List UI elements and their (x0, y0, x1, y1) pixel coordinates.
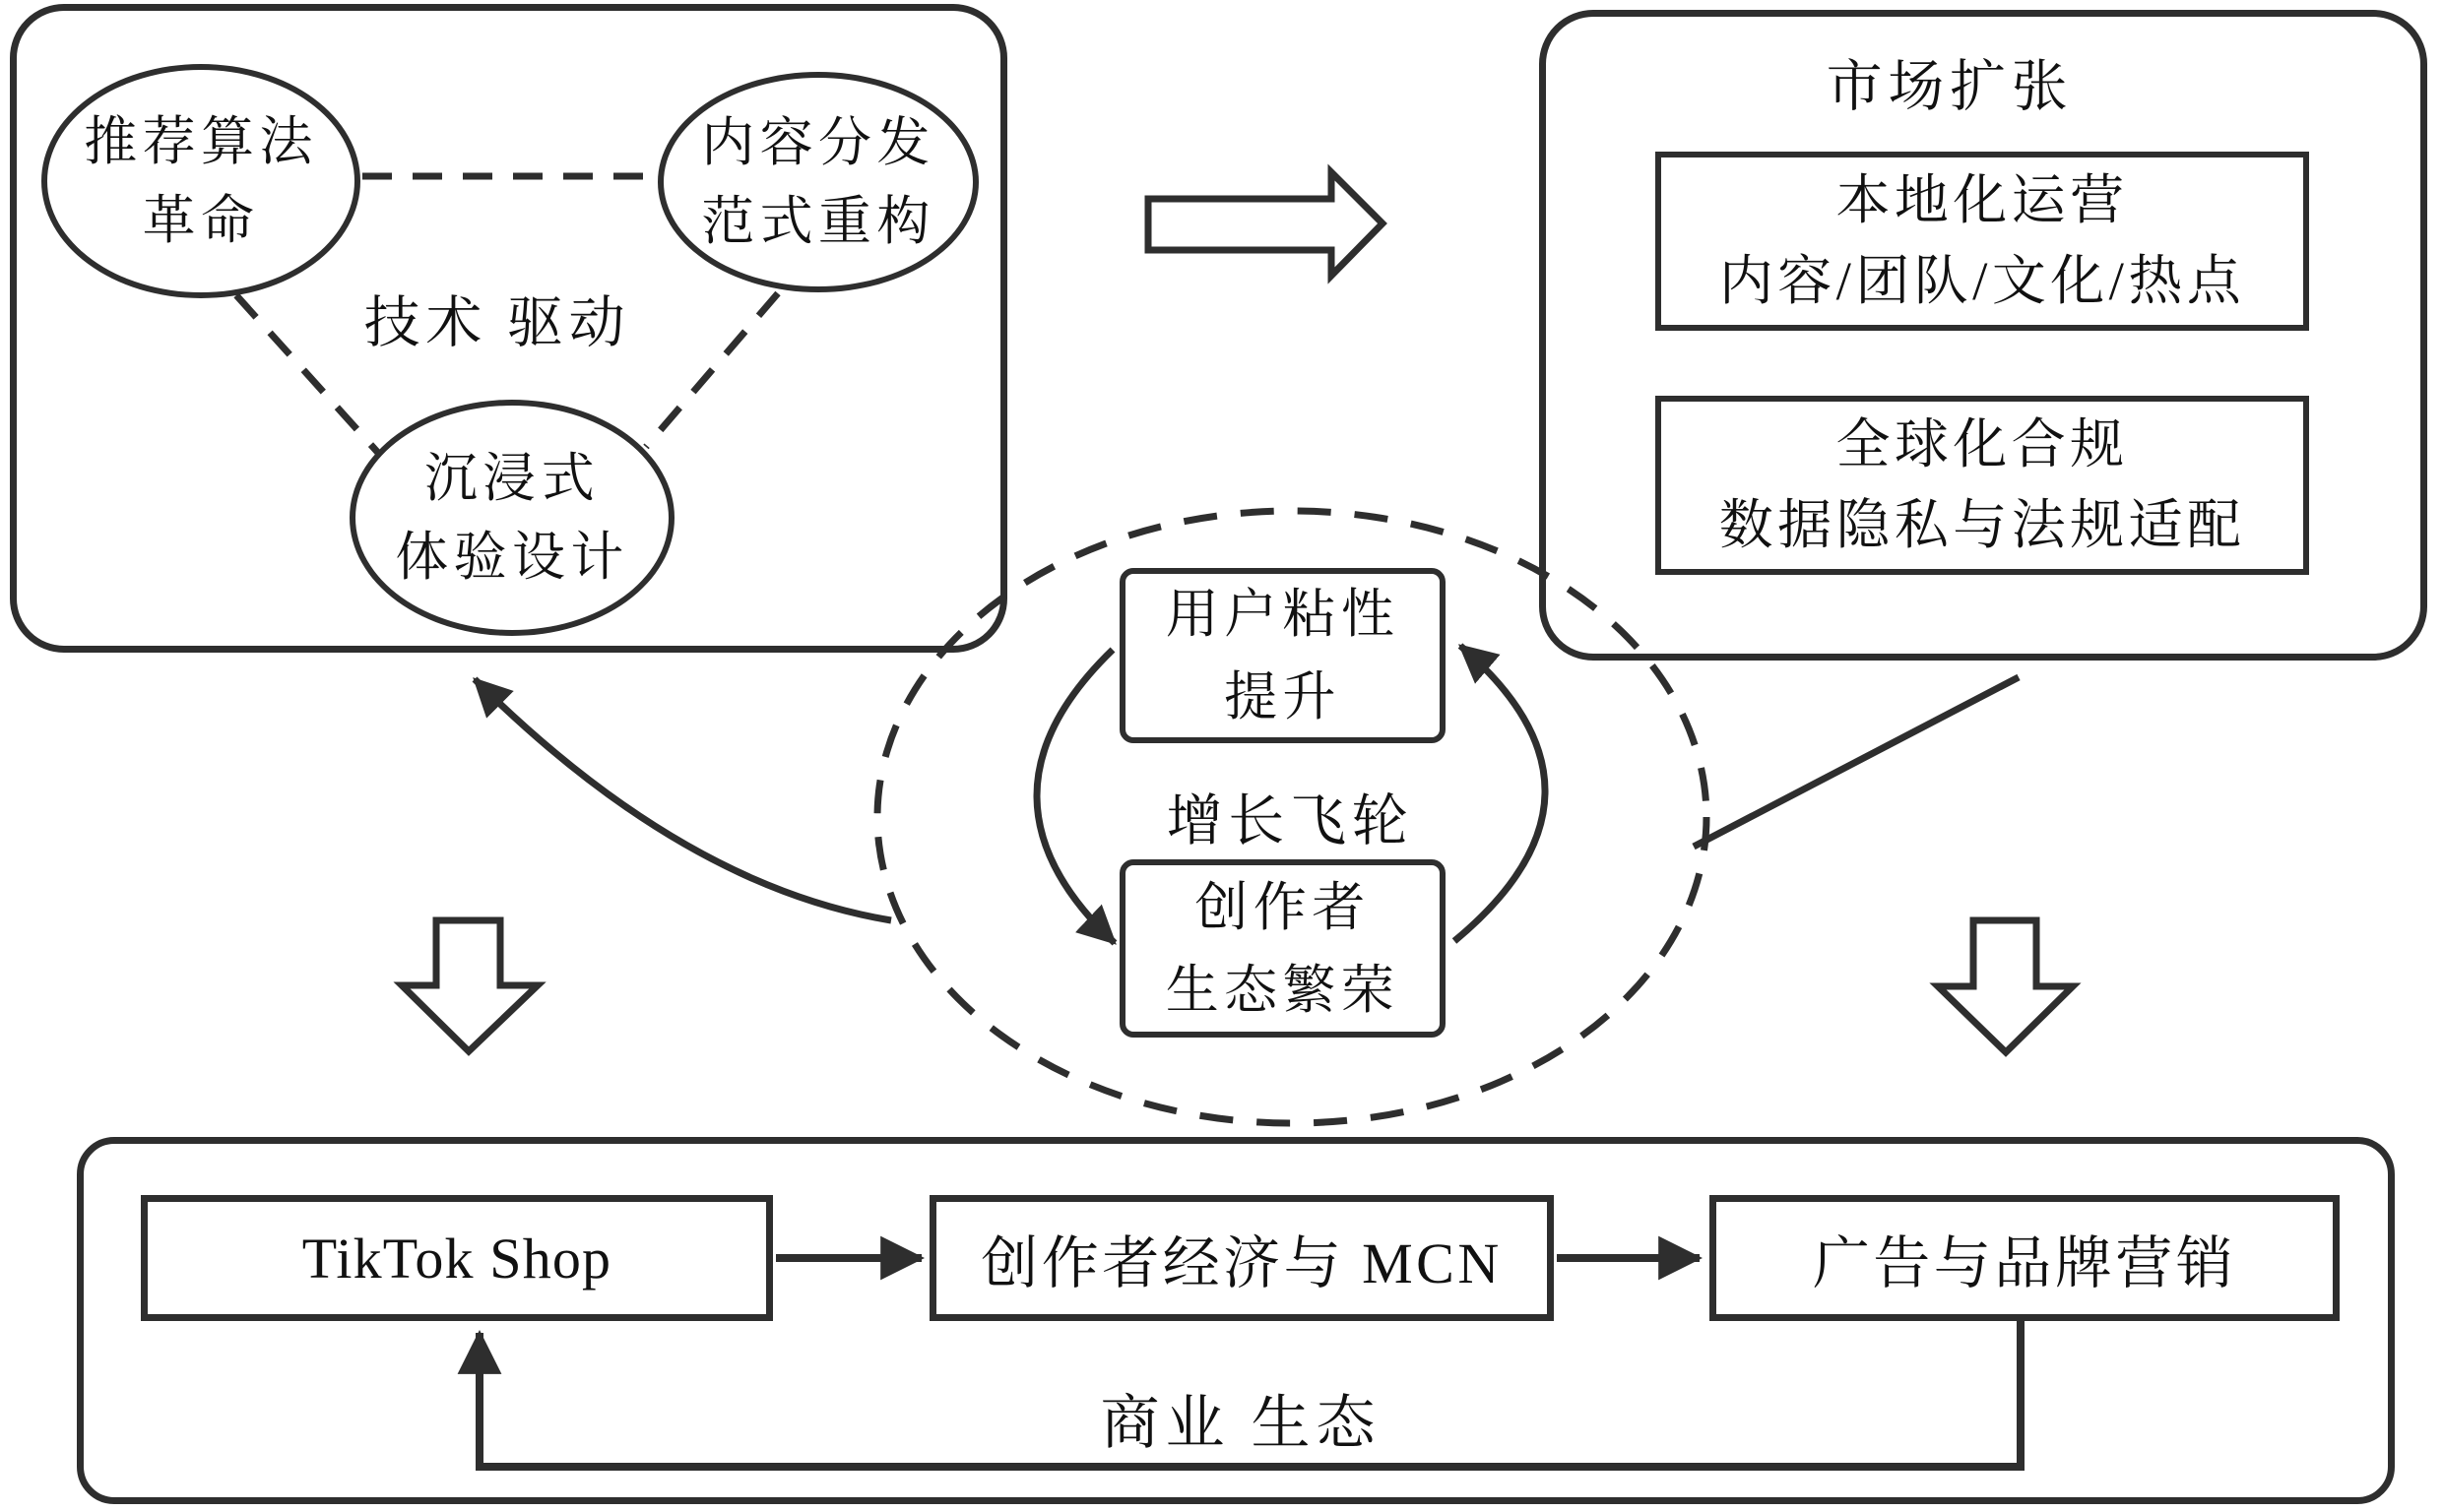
flywheel-to-tech-arrow (475, 679, 891, 920)
box-tiktok-shop: TikTok Shop (141, 1195, 773, 1321)
ellipse-recommendation-line2: 革命 (142, 191, 260, 250)
ellipse-immersive-line1: 沉浸式 (423, 449, 601, 508)
ellipse-recommendation-algorithm (41, 64, 360, 298)
user-stickiness-line1: 用户粘性 (1165, 585, 1400, 644)
market-box-compliance (1655, 396, 2309, 575)
market-box-localization (1655, 152, 2309, 331)
ellipse-recommendation-line1: 推荐算法 (84, 112, 318, 171)
flywheel-label: 增长飞轮 (1166, 790, 1414, 852)
block-arrow-down-left-icon (402, 920, 538, 1051)
flywheel-box-creator-ecosystem (1120, 859, 1446, 1038)
flywheel-box-user-stickiness (1120, 568, 1446, 743)
localization-line1: 本地化运营 (1835, 170, 2129, 230)
ellipse-distribution-line2: 范式重构 (701, 192, 935, 251)
market-panel-title: 市场扩张 (1826, 56, 2074, 118)
ellipse-immersive-experience (350, 400, 675, 636)
box-creator-economy-mcn: 创作者经济与 MCN (930, 1195, 1554, 1321)
block-arrow-right-icon (1148, 172, 1382, 276)
compliance-line2: 数据隐私与法规适配 (1718, 495, 2246, 555)
user-stickiness-line2: 提升 (1224, 667, 1341, 726)
box-ads-brand-marketing: 广告与品牌营销 (1709, 1195, 2340, 1321)
tech-cluster-label: 技术 驱动 (363, 292, 631, 354)
creator-ecosystem-line2: 生态繁荣 (1165, 960, 1400, 1020)
market-to-flywheel-line (1694, 677, 2019, 847)
ellipse-immersive-line2: 体验设计 (395, 528, 629, 587)
localization-line2: 内容/团队/文化/热点 (1718, 251, 2246, 311)
ellipse-content-distribution (658, 72, 979, 292)
ellipse-distribution-line1: 内容分发 (701, 113, 935, 172)
block-arrow-down-right-icon (1938, 920, 2073, 1052)
creator-ecosystem-line1: 创作者 (1194, 877, 1371, 937)
business-panel-label: 商业 生态 (1100, 1391, 1382, 1456)
compliance-line1: 全球化合规 (1835, 414, 2129, 474)
